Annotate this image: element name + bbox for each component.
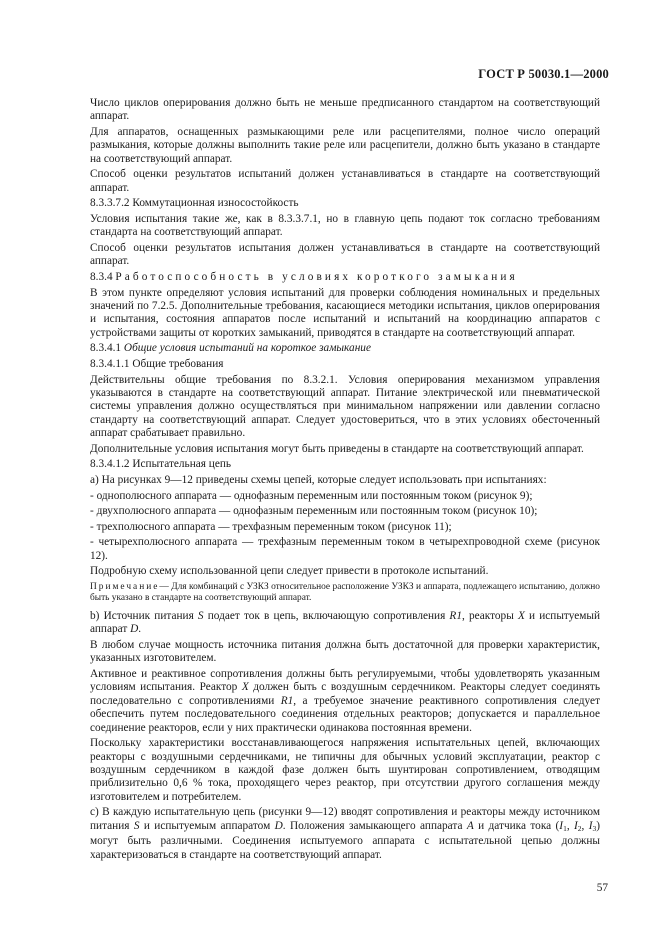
page-body — [90, 97, 600, 864]
symbol-S: S — [133, 819, 140, 832]
paragraph: Активное и реактивное сопротивления должны быть регулируемыми, чтобы удовлетворять указанным условиям испытания. Реактор X должен быть с воздушным сердечником. Реакторы следует соединять последовательно с сопротивлениями R1, а требуемое значение реактивного сопротивления следует обеспечить путем последовательного соединения отдельных реакторов; допускается и параллельное соединение реакторов, если у них практически одинакова постоянная времени. — [90, 667, 601, 734]
symbol-D: D — [130, 623, 139, 636]
paragraph: Условия испытания такие же, как в 8.3.3.7.1, но в главную цепь подают ток согласно требованиям стандарта на соответствующий аппарат. — [90, 213, 600, 239]
symbol-R1: R1 — [280, 694, 294, 707]
dash-item: - четырехполюсного аппарата — трехфазным переменным током в четырехпроводной схеме (рисунок 12). — [90, 536, 600, 562]
section-number: 8.3.4 — [90, 271, 113, 283]
symbol-S: S — [197, 609, 204, 622]
list-item-c: с) В каждую испытательную цепь (рисунки 9—12) вводят сопротивления и реакторы между источником питания S и испытуемым аппаратом D. Положения замыкающего аппарата A и датчика тока ($I_1$, $I_2$, $I_3$) могут быть различными. Соединения испытуемого аппарата с испытательной цепью должны характеризоваться в стандарте на соответствующий аппарат. — [90, 806, 601, 861]
symbol-I3: I — [588, 819, 593, 832]
page-number: 57 — [596, 882, 608, 894]
paragraph: Дополнительные условия испытания могут быть приведены в стандарте на соответствующий аппарат. — [90, 442, 584, 455]
subsection-heading-8-3-4-1-2: 8.3.4.1.2 Испытательная цепь — [90, 458, 232, 471]
paragraph: Способ оценки результатов испытания должен устанавливаться в стандарте на соответствующий аппарат. — [90, 242, 600, 268]
dash-item: - двухполюсного аппарата — однофазным переменным или постоянным током (рисунок 10); — [90, 505, 538, 518]
symbol-X: X — [517, 609, 525, 622]
paragraph: Поскольку характеристики восстанавливающегося напряжения испытательных цепей, включающих реакторы с воздушными сердечниками, не типичны для обычных условий эксплуатации, реактор с воздушным сердечником в каждой фазе должен быть шунтирован сопротивлением, отводящим приблизительно 0,6 % тока, проходящего через реактор, при отсутствии другого соглашения между изготовителем и потребителем. — [90, 737, 600, 803]
subsection-heading-8-3-3-7-2: 8.3.3.7.2 Коммутационная износостойкость — [90, 197, 299, 210]
dash-item: - трехполюсного аппарата — трехфазным переменным током (рисунок 11); — [90, 520, 452, 533]
document-header: ГОСТ Р 50030.1—2000 — [478, 67, 609, 81]
list-item-b: b) Источник питания S подает ток в цепь, включающую сопротивления R1, реакторы X и испытуемый аппарат D. — [90, 609, 600, 636]
paragraph: Действительны общие требования по 8.3.2.1. Условия оперирования механизмом управления указываются в стандарте на соответствующий аппарат. Питание электрической или пневматической системы управления должно осуществляться при минимальном напряжении или давлении согласно стандарту на соответствующий аппарат. Следует удостовериться, что в этих условиях обесточенный аппарат срабатывает правильно. — [90, 373, 600, 440]
symbol-R1: R1 — [449, 609, 462, 622]
symbol-X: X — [241, 681, 249, 694]
dash-item: - однополюсного аппарата — однофазным переменным или постоянным током (рисунок 9); — [90, 489, 533, 502]
subsection-heading-8-3-4-1-1: 8.3.4.1.1 Общие требования — [90, 358, 224, 370]
paragraph: Число циклов оперирования должно быть не меньше предписанного стандартом на соответствующий аппарат. — [90, 97, 600, 123]
list-item-a: а) На рисунках 9—12 приведены схемы цепей, которые следует использовать при испытаниях: — [90, 474, 547, 486]
section-number: 8.3.4.1 — [90, 342, 122, 355]
symbol-A: A — [466, 819, 474, 832]
section-title: Общие условия испытаний на короткое замыкание — [123, 342, 371, 355]
paragraph: В этом пункте определяют условия испытаний для проверки соблюдения номинальных и предельных значений по 7.2.5. Дополнительные требования, касающиеся методики испытания, циклов оперирования и испытания, состояния аппаратов после испытаний и испытаний на координацию аппаратов с устройствами защиты от коротких замыканий, приводятся в стандарте на соответствующий аппарат. — [90, 286, 600, 339]
symbol-D: D — [274, 819, 283, 832]
section-title: Работоспособность в условиях короткого замыкания — [115, 271, 518, 283]
symbol-I2: I — [574, 819, 578, 832]
paragraph: В любом случае мощность источника питания должна быть достаточной для проверки характеристик, указанных изготовителем. — [90, 638, 600, 665]
symbol-I1: I — [559, 819, 564, 832]
paragraph: Для аппаратов, оснащенных размыкающими реле или расцепителями, полное число операций размыкания, которые должны выполнить такие реле или расцепители, должно быть указано в стандарте на соответствующий аппарат. — [90, 126, 600, 165]
note — [90, 582, 600, 605]
subsection-heading-8-3-4-1 — [90, 342, 600, 355]
section-heading-8-3-4 — [90, 271, 600, 284]
paragraph: Подробную схему использованной цепи следует привести в протоколе испытаний. — [90, 565, 489, 578]
note-label: Примечание — [90, 581, 160, 592]
paragraph: Способ оценки результатов испытаний должен устанавливаться в стандарте на соответствующий аппарат. — [90, 168, 600, 194]
note-text: — Для комбинаций с УЗКЗ относительное расположение УЗКЗ и аппарата, подлежащего испытанию, должно быть указано в стандарте на соответствующий аппарат. — [90, 581, 600, 604]
